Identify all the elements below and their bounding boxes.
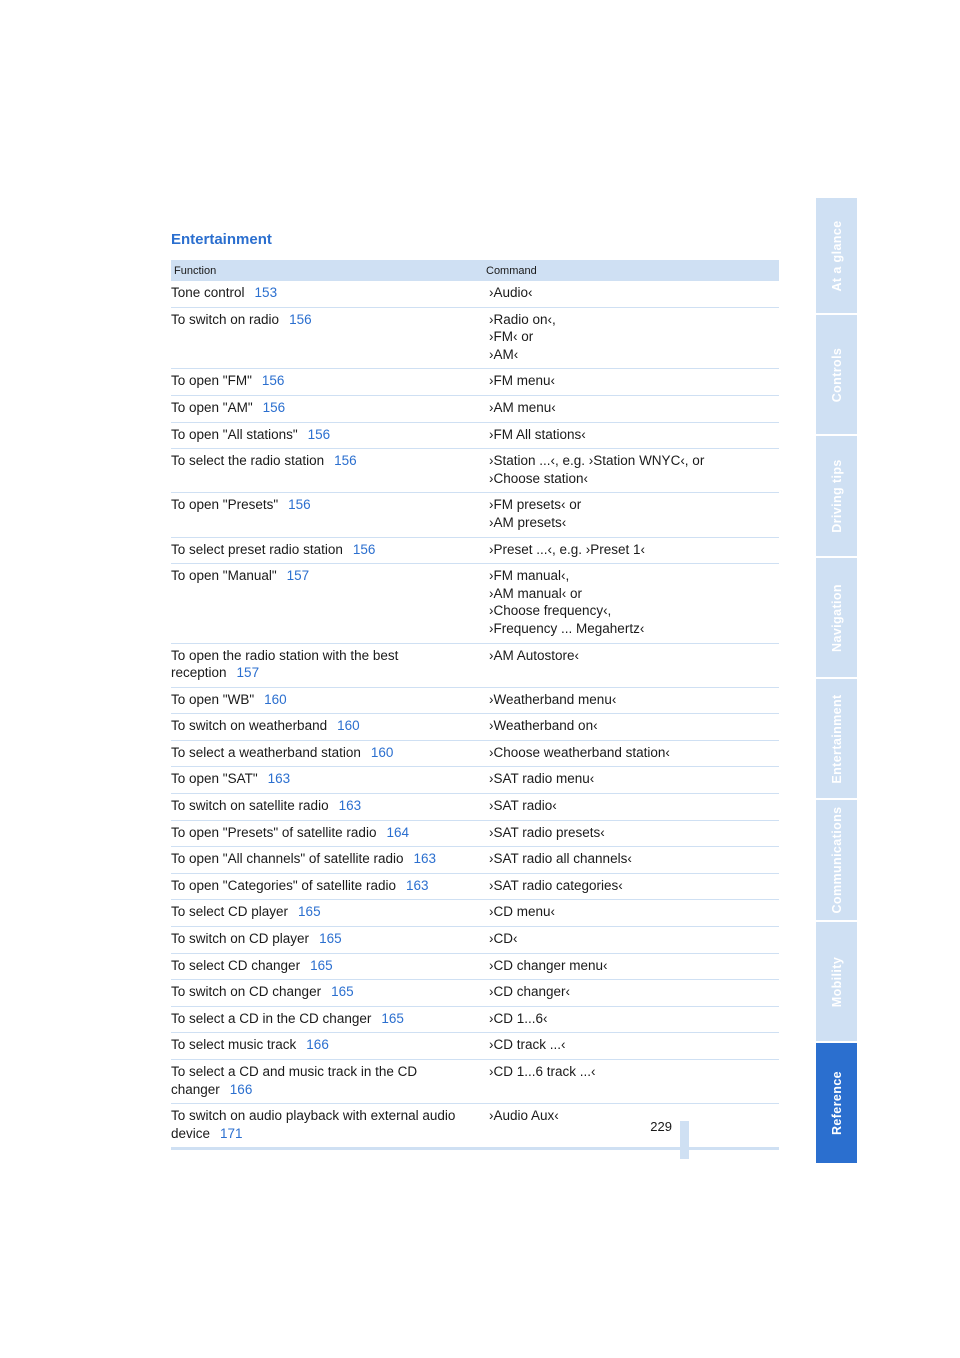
function-cell	[171, 1107, 489, 1142]
page-reference-link[interactable]: 171	[220, 1125, 243, 1141]
page-reference-link[interactable]: 166	[306, 1037, 329, 1053]
page-reference-link[interactable]: 165	[310, 957, 333, 973]
command-cell	[489, 797, 779, 815]
table-row	[171, 493, 779, 537]
command-line: ›AM manual‹ or	[489, 585, 583, 601]
command-line: ›SAT radio presets‹	[489, 824, 605, 840]
page-reference-link[interactable]: 153	[254, 285, 278, 300]
sidebar-tab-label: Entertainment	[829, 693, 844, 784]
sidebar-tab-label: Controls	[829, 347, 844, 402]
command-line: ›CD 1...6‹	[489, 1010, 548, 1026]
function-text: To open "Categories" of satellite radio	[171, 877, 396, 893]
command-line: ›Choose frequency‹,	[489, 603, 612, 619]
page-reference-link[interactable]: 156	[352, 541, 376, 557]
sidebar-tab-mobility[interactable]	[816, 922, 857, 1043]
command-cell	[489, 744, 779, 762]
table-header	[171, 260, 779, 281]
table-row	[171, 308, 779, 370]
table-row	[171, 644, 779, 688]
command-cell	[489, 957, 779, 975]
command-cell	[489, 1010, 779, 1028]
function-text: To open "WB"	[171, 691, 255, 707]
function-cell	[171, 1063, 489, 1098]
command-line: ›FM All stations‹	[489, 426, 586, 442]
function-cell	[171, 930, 489, 948]
command-cell	[489, 567, 779, 637]
command-cell	[489, 983, 779, 1001]
function-text: To open "Presets" of satellite radio	[171, 824, 377, 840]
function-text: To open "Manual"	[171, 568, 277, 584]
table-body	[171, 281, 779, 1150]
function-text: To open "All stations"	[171, 426, 298, 442]
function-cell	[171, 744, 489, 762]
command-cell	[489, 717, 779, 735]
function-cell	[171, 541, 489, 559]
table-row	[171, 369, 779, 396]
command-line: ›Weatherband menu‹	[489, 691, 617, 707]
function-cell	[171, 797, 489, 815]
function-cell	[171, 770, 489, 788]
command-cell	[489, 824, 779, 842]
command-line: ›Weatherband on‹	[489, 718, 598, 734]
command-line: ›Choose station‹	[489, 470, 589, 486]
function-cell	[171, 691, 489, 709]
section-title: Entertainment	[171, 231, 272, 248]
function-cell	[171, 903, 489, 921]
function-text: To switch on CD player	[171, 931, 310, 947]
command-line: ›AM‹	[489, 346, 519, 362]
command-line: ›SAT radio categories‹	[489, 877, 623, 893]
sidebar-tab-label: Driving tips	[829, 459, 844, 533]
function-cell	[171, 399, 489, 417]
page-reference-link[interactable]: 165	[331, 984, 354, 1000]
function-text: To open "AM"	[171, 399, 253, 415]
command-cell	[489, 1036, 779, 1054]
table-row	[171, 767, 779, 794]
sidebar-tab-navigation[interactable]	[816, 558, 857, 679]
page-reference-link[interactable]: 160	[337, 718, 360, 734]
function-text: To open "FM"	[171, 373, 252, 389]
function-text: To switch on CD changer	[171, 984, 322, 1000]
command-line: ›Frequency ... Megahertz‹	[489, 620, 645, 636]
function-text: Tone control	[171, 285, 245, 300]
command-table	[171, 260, 779, 1150]
command-line: ›CD menu‹	[489, 904, 556, 920]
command-cell	[489, 372, 779, 390]
function-text: To select preset radio station	[171, 541, 343, 557]
command-cell	[489, 452, 779, 487]
function-text: To select the radio station	[171, 453, 325, 469]
command-line: ›FM manual‹,	[489, 568, 570, 584]
function-cell	[171, 647, 489, 682]
command-line: ›SAT radio all channels‹	[489, 851, 632, 867]
sidebar-tab-communications[interactable]	[816, 800, 857, 922]
command-line: ›AM menu‹	[489, 399, 556, 415]
table-row	[171, 847, 779, 874]
page-reference-link[interactable]: 160	[370, 744, 394, 760]
function-text: To switch on radio	[171, 311, 280, 327]
sidebar-tab-label: Reference	[829, 1070, 844, 1136]
function-cell	[171, 452, 489, 487]
command-line: ›FM presets‹ or	[489, 497, 582, 513]
function-cell	[171, 983, 489, 1001]
table-row	[171, 449, 779, 493]
command-line: ›CD track ...‹	[489, 1037, 566, 1053]
page-reference-link[interactable]: 157	[286, 568, 310, 584]
command-cell	[489, 850, 779, 868]
table-row	[171, 927, 779, 954]
function-cell	[171, 850, 489, 868]
page-reference-link[interactable]: 164	[386, 824, 409, 840]
page-tab-marker	[680, 1121, 689, 1159]
function-cell	[171, 372, 489, 390]
page-number: 229	[650, 1119, 672, 1134]
function-text: To select music track	[171, 1037, 297, 1053]
page-reference-link[interactable]: 165	[319, 931, 342, 947]
command-line: ›CD changer‹	[489, 984, 571, 1000]
command-cell	[489, 877, 779, 895]
page-reference-link[interactable]: 156	[289, 311, 312, 327]
function-cell	[171, 877, 489, 895]
command-line: ›FM menu‹	[489, 373, 556, 389]
function-text: To select a weatherband station	[171, 744, 361, 760]
table-row	[171, 1033, 779, 1060]
table-row	[171, 874, 779, 901]
table-row	[171, 396, 779, 423]
sidebar-tab-label: Navigation	[829, 583, 844, 652]
page-reference-link[interactable]: 166	[229, 1081, 253, 1097]
command-line: ›AM Autostore‹	[489, 647, 580, 663]
page-reference-link[interactable]: 160	[264, 691, 287, 707]
command-line: ›Radio on‹,	[489, 311, 556, 327]
sidebar-tab-label: Mobility	[829, 956, 844, 1007]
command-line: ›Station ...‹, e.g. ›Station WNYC‹, or	[489, 453, 705, 469]
command-cell	[489, 903, 779, 921]
page-reference-link[interactable]: 156	[288, 497, 311, 513]
command-cell	[489, 311, 779, 364]
table-row	[171, 423, 779, 450]
function-text: To open "Presets"	[171, 497, 279, 513]
command-cell	[489, 770, 779, 788]
function-text: To switch on satellite radio	[171, 798, 329, 814]
command-line: ›Preset ...‹, e.g. ›Preset 1‹	[489, 541, 646, 557]
command-cell	[489, 691, 779, 709]
function-text: To select CD changer	[171, 957, 301, 973]
sidebar-tab-at-a-glance[interactable]	[816, 198, 857, 315]
page-reference-link[interactable]: 163	[267, 771, 291, 787]
table-row	[171, 900, 779, 927]
table-row	[171, 954, 779, 981]
function-cell	[171, 824, 489, 842]
command-line: ›Audio Aux‹	[489, 1108, 559, 1124]
page-reference-link[interactable]: 156	[261, 373, 285, 389]
command-line: ›CD 1...6 track ...‹	[489, 1064, 596, 1079]
page-reference-link[interactable]: 163	[405, 877, 429, 893]
sidebar-tab-controls[interactable]	[816, 315, 857, 436]
command-cell	[489, 496, 779, 531]
function-cell	[171, 717, 489, 735]
function-cell	[171, 567, 489, 637]
function-cell	[171, 284, 489, 302]
function-cell	[171, 1036, 489, 1054]
function-cell	[171, 496, 489, 531]
table-row	[171, 714, 779, 741]
header-function: Function	[174, 264, 217, 277]
sidebar-tab-entertainment[interactable]	[816, 679, 857, 800]
table-row	[171, 980, 779, 1007]
sidebar-tab-label: Communications	[829, 806, 844, 914]
command-cell	[489, 647, 779, 682]
command-cell	[489, 426, 779, 444]
function-text: To switch on weatherband	[171, 718, 328, 734]
sidebar-tab-driving-tips[interactable]	[816, 436, 857, 558]
sidebar-tab-label: At a glance	[829, 219, 844, 292]
chapter-sidebar	[816, 198, 857, 1163]
table-row	[171, 1060, 779, 1104]
command-line: ›SAT radio menu‹	[489, 771, 595, 787]
page-reference-link[interactable]: 156	[334, 453, 357, 469]
command-line: ›AM presets‹	[489, 514, 567, 530]
table-row	[171, 538, 779, 565]
table-row	[171, 741, 779, 768]
function-cell	[171, 426, 489, 444]
function-text: To open "SAT"	[171, 771, 258, 787]
command-cell	[489, 1063, 779, 1098]
command-line: ›SAT radio‹	[489, 798, 557, 814]
function-text: To select a CD and music track in the CD changer	[171, 1064, 418, 1097]
function-text: To open the radio station with the best reception	[171, 647, 399, 681]
table-row	[171, 1007, 779, 1034]
page-reference-link[interactable]: 156	[307, 426, 331, 442]
page-reference-link[interactable]: 157	[236, 665, 260, 681]
command-line: ›CD changer menu‹	[489, 957, 608, 973]
table-row	[171, 688, 779, 715]
function-text: To open "All channels" of satellite radio	[171, 851, 404, 867]
command-cell	[489, 399, 779, 417]
table-row	[171, 794, 779, 821]
page-reference-link[interactable]: 165	[298, 904, 321, 920]
page-reference-link[interactable]: 156	[262, 399, 286, 415]
table-row	[171, 281, 779, 308]
function-cell	[171, 1010, 489, 1028]
page-reference-link[interactable]: 163	[413, 851, 437, 867]
table-row	[171, 821, 779, 848]
command-line: ›Audio‹	[489, 285, 533, 300]
page-reference-link[interactable]: 163	[338, 798, 362, 814]
command-line: ›FM‹ or	[489, 329, 534, 345]
sidebar-tab-reference[interactable]	[816, 1043, 857, 1163]
command-cell	[489, 930, 779, 948]
command-line: ›CD‹	[489, 931, 518, 947]
command-cell	[489, 541, 779, 559]
function-text: To select CD player	[171, 904, 289, 920]
page-reference-link[interactable]: 165	[381, 1010, 404, 1026]
table-row	[171, 564, 779, 643]
function-text: To select a CD in the CD changer	[171, 1010, 372, 1026]
command-cell	[489, 284, 779, 302]
command-line: ›Choose weatherband station‹	[489, 744, 670, 760]
function-cell	[171, 311, 489, 364]
header-command: Command	[486, 264, 537, 277]
function-text: To switch on audio playback with external audio device	[171, 1108, 456, 1141]
function-cell	[171, 957, 489, 975]
